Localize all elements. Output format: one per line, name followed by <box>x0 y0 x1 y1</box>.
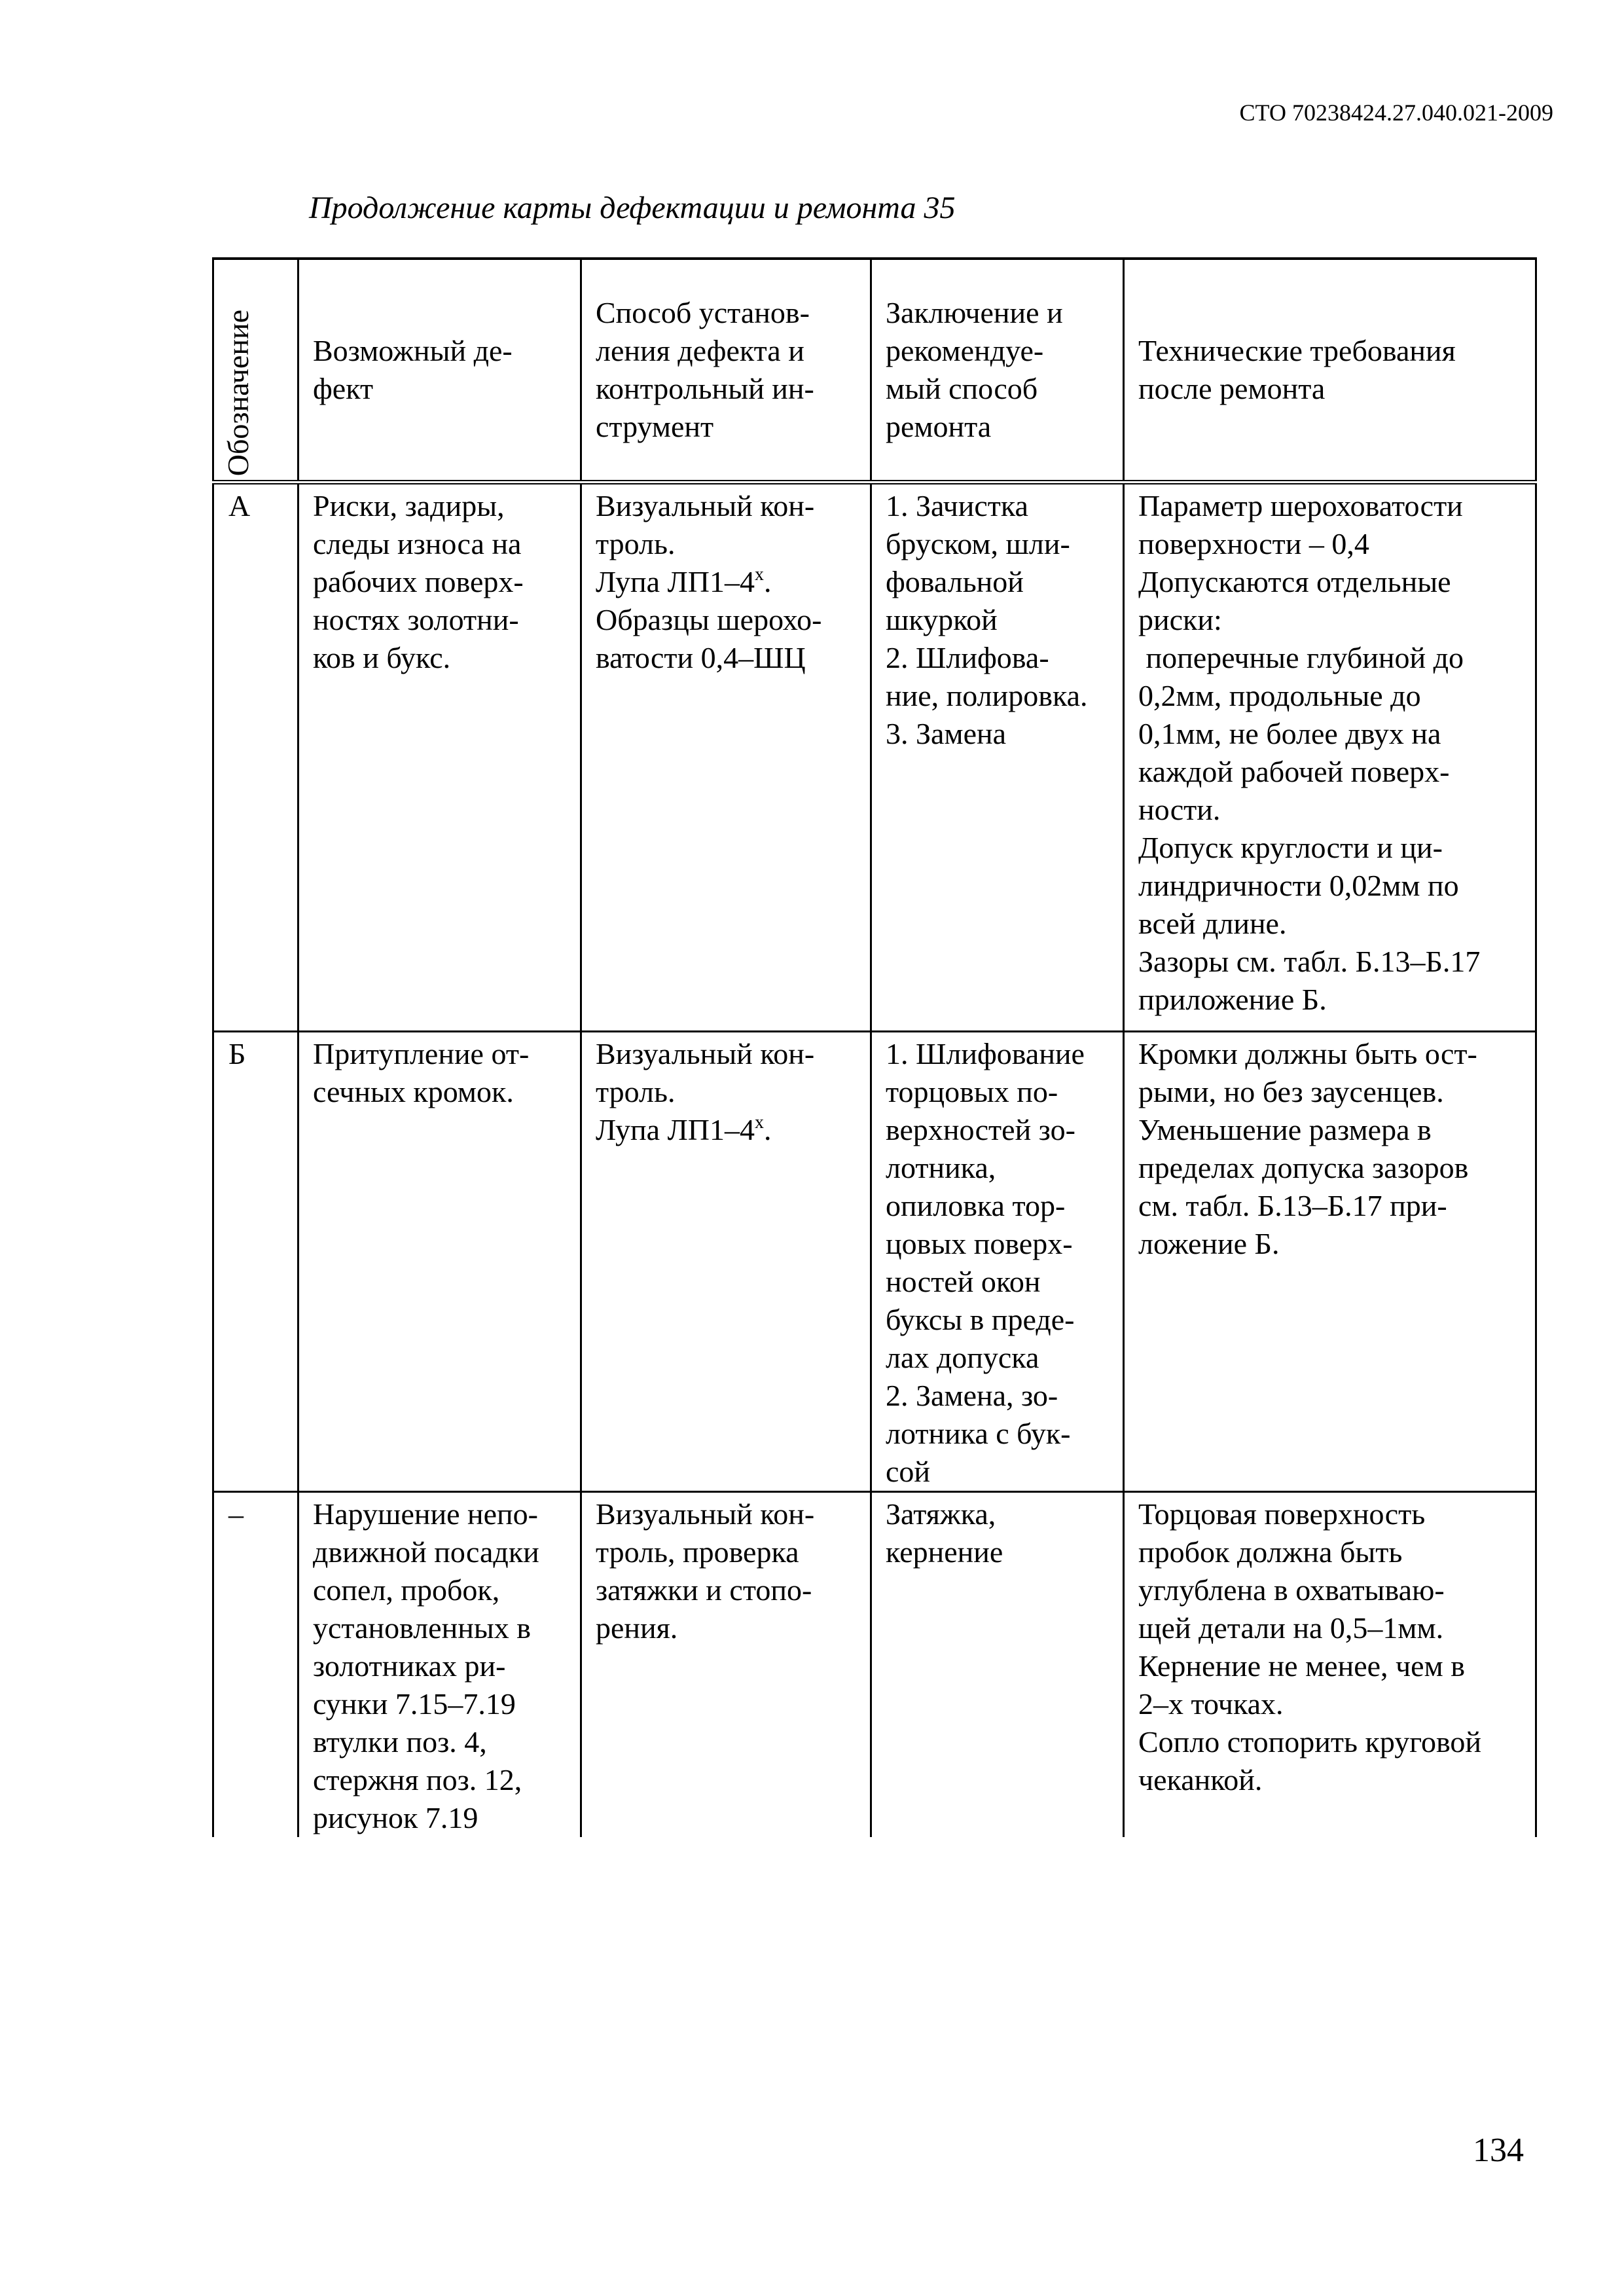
cell-line: каждой рабочей поверх- <box>1138 755 1450 788</box>
cell-line: втулки поз. 4, <box>313 1725 487 1758</box>
cell-line: Визуальный кон- <box>596 1497 815 1531</box>
cell-line: Притупление от- <box>313 1037 530 1070</box>
cell-line: поверхности – 0,4 <box>1138 527 1369 560</box>
cell-line: ложение Б. <box>1138 1227 1280 1260</box>
cell-designation <box>213 483 298 1032</box>
header-designation-label: Обозначение <box>221 309 255 476</box>
cell-line: Зазоры см. табл. Б.13–Б.17 <box>1138 945 1481 978</box>
loupe-tail: . <box>764 565 772 598</box>
cell-line: 1. Шлифование <box>886 1037 1085 1070</box>
cell-line: Допускаются отдельные <box>1138 565 1451 598</box>
cell-line: линдричности 0,02мм по <box>1138 869 1459 902</box>
loupe-label: Лупа ЛП1–4 <box>596 565 755 598</box>
cell-line: бруском, шли- <box>886 527 1070 560</box>
cell-line: Уменьшение размера в <box>1138 1113 1432 1146</box>
cell-line: установленных в <box>313 1611 531 1645</box>
cell-line: Визуальный кон- <box>596 489 815 522</box>
cell-line: Риски, задиры, <box>313 489 505 522</box>
cell-line: рисунок 7.19 <box>313 1801 478 1834</box>
cell-line: опиловка тор- <box>886 1189 1066 1222</box>
loupe-superscript: х <box>755 1112 765 1133</box>
header-conclusion <box>871 259 1124 483</box>
cell-line: Затяжка, <box>886 1497 996 1531</box>
cell-line-loupe <box>596 1111 858 1149</box>
cell-defect <box>298 1032 581 1492</box>
table-row <box>213 1492 1536 1838</box>
cell-designation <box>213 1032 298 1492</box>
header-designation <box>213 259 298 483</box>
cell-method <box>581 483 871 1032</box>
table-header-row <box>213 259 1536 483</box>
cell-line: см. табл. Б.13–Б.17 при- <box>1138 1189 1447 1222</box>
cell-line: ностей окон <box>886 1265 1041 1298</box>
cell-line: фовальной <box>886 565 1024 598</box>
header-line: Технические требования <box>1138 334 1456 367</box>
cell-line: щей детали на 0,5–1мм. <box>1138 1611 1444 1645</box>
cell-line: 0,1мм, не более двух на <box>1138 717 1441 750</box>
cell-line: кернение <box>886 1535 1003 1569</box>
cell-line: торцовых по- <box>886 1075 1058 1108</box>
loupe-superscript: х <box>755 564 765 585</box>
cell-requirements <box>1124 483 1536 1032</box>
cell-line: стержня поз. 12, <box>313 1763 522 1796</box>
cell-line: ние, полировка. <box>886 679 1088 712</box>
cell-line: 2–х точках. <box>1138 1687 1284 1721</box>
cell-line: Визуальный кон- <box>596 1037 815 1070</box>
cell-designation <box>213 1492 298 1838</box>
cell-method <box>581 1032 871 1492</box>
cell-line: Допуск круглости и ци- <box>1138 831 1443 864</box>
cell-line: буксы в преде- <box>886 1303 1075 1336</box>
cell-line: 0,2мм, продольные до <box>1138 679 1421 712</box>
cell-line: ностях золотни- <box>313 603 519 636</box>
cell-line: ков и букс. <box>313 641 451 674</box>
cell-line: всей длине. <box>1138 907 1287 940</box>
cell-line: верхностей зо- <box>886 1113 1075 1146</box>
cell-line: Нарушение непо- <box>313 1497 538 1531</box>
header-line: струмент <box>596 410 714 443</box>
cell-line: А <box>228 489 251 522</box>
cell-requirements <box>1124 1032 1536 1492</box>
cell-line: шкуркой <box>886 603 998 636</box>
cell-line: Торцовая поверхность <box>1138 1497 1426 1531</box>
cell-line: ности. <box>1138 793 1221 826</box>
cell-line: лотника с бук- <box>886 1417 1071 1450</box>
cell-defect <box>298 1492 581 1838</box>
cell-line: цовых поверх- <box>886 1227 1073 1260</box>
cell-line-loupe <box>596 563 858 601</box>
header-line: контрольный ин- <box>596 372 814 405</box>
cell-line: ватости 0,4–ШЦ <box>596 641 806 674</box>
header-line: ремонта <box>886 410 992 443</box>
cell-line: 2. Замена, зо- <box>886 1379 1058 1412</box>
cell-line: сунки 7.15–7.19 <box>313 1687 516 1721</box>
cell-conclusion <box>871 1032 1124 1492</box>
cell-line: – <box>228 1497 244 1531</box>
cell-line: 3. Замена <box>886 717 1007 750</box>
cell-line: 2. Шлифова- <box>886 641 1049 674</box>
defect-repair-table <box>212 257 1537 1837</box>
cell-line: поперечные глубиной до <box>1138 641 1464 674</box>
header-line: после ремонта <box>1138 372 1326 405</box>
cell-conclusion <box>871 483 1124 1032</box>
header-technical-requirements <box>1124 259 1536 483</box>
cell-line: сой <box>886 1455 931 1488</box>
cell-method <box>581 1492 871 1838</box>
header-line: фект <box>313 372 374 405</box>
cell-line: золотниках ри- <box>313 1649 506 1683</box>
cell-line: следы износа на <box>313 527 522 560</box>
table-caption: Продолжение карты дефектации и ремонта 35 <box>309 191 956 225</box>
cell-line: углублена в охватываю- <box>1138 1573 1445 1607</box>
header-line: Способ установ- <box>596 296 810 329</box>
cell-line: лах допуска <box>886 1341 1039 1374</box>
cell-line: Б <box>228 1037 246 1070</box>
loupe-tail: . <box>764 1113 772 1146</box>
cell-conclusion <box>871 1492 1124 1838</box>
cell-line: рыми, но без заусенцев. <box>1138 1075 1444 1108</box>
cell-line: пределах допуска зазоров <box>1138 1151 1469 1184</box>
header-line: Возможный де- <box>313 334 513 367</box>
cell-line: чеканкой. <box>1138 1763 1263 1796</box>
cell-line: 1. Зачистка <box>886 489 1028 522</box>
cell-line: затяжки и стопо- <box>596 1573 812 1607</box>
cell-requirements <box>1124 1492 1536 1838</box>
table-row <box>213 483 1536 1032</box>
cell-line: троль. <box>596 1075 676 1108</box>
page-number: 134 <box>1473 2132 1524 2169</box>
cell-line: риски: <box>1138 603 1222 636</box>
header-detection-method <box>581 259 871 483</box>
cell-line: Кернение не менее, чем в <box>1138 1649 1465 1683</box>
cell-line: движной посадки <box>313 1535 539 1569</box>
cell-line: пробок должна быть <box>1138 1535 1403 1569</box>
cell-line: сечных кромок. <box>313 1075 514 1108</box>
cell-line: Образцы шерохо- <box>596 603 822 636</box>
table-row <box>213 1032 1536 1492</box>
cell-line: троль. <box>596 527 676 560</box>
cell-line: лотника, <box>886 1151 996 1184</box>
loupe-label: Лупа ЛП1–4 <box>596 1113 755 1146</box>
cell-line: Сопло стопорить круговой <box>1138 1725 1481 1758</box>
header-line: Заключение и <box>886 296 1063 329</box>
cell-line: рабочих поверх- <box>313 565 524 598</box>
cell-line: рения. <box>596 1611 678 1645</box>
header-possible-defect <box>298 259 581 483</box>
header-line: рекомендуе- <box>886 334 1044 367</box>
cell-line: сопел, пробок, <box>313 1573 500 1607</box>
cell-line: Кромки должны быть ост- <box>1138 1037 1477 1070</box>
header-line: мый способ <box>886 372 1038 405</box>
header-line: ления дефекта и <box>596 334 804 367</box>
document-code: СТО 70238424.27.040.021-2009 <box>1239 100 1553 126</box>
cell-line: Параметр шероховатости <box>1138 489 1463 522</box>
cell-defect <box>298 483 581 1032</box>
cell-line: приложение Б. <box>1138 983 1327 1016</box>
cell-line: троль, проверка <box>596 1535 799 1569</box>
